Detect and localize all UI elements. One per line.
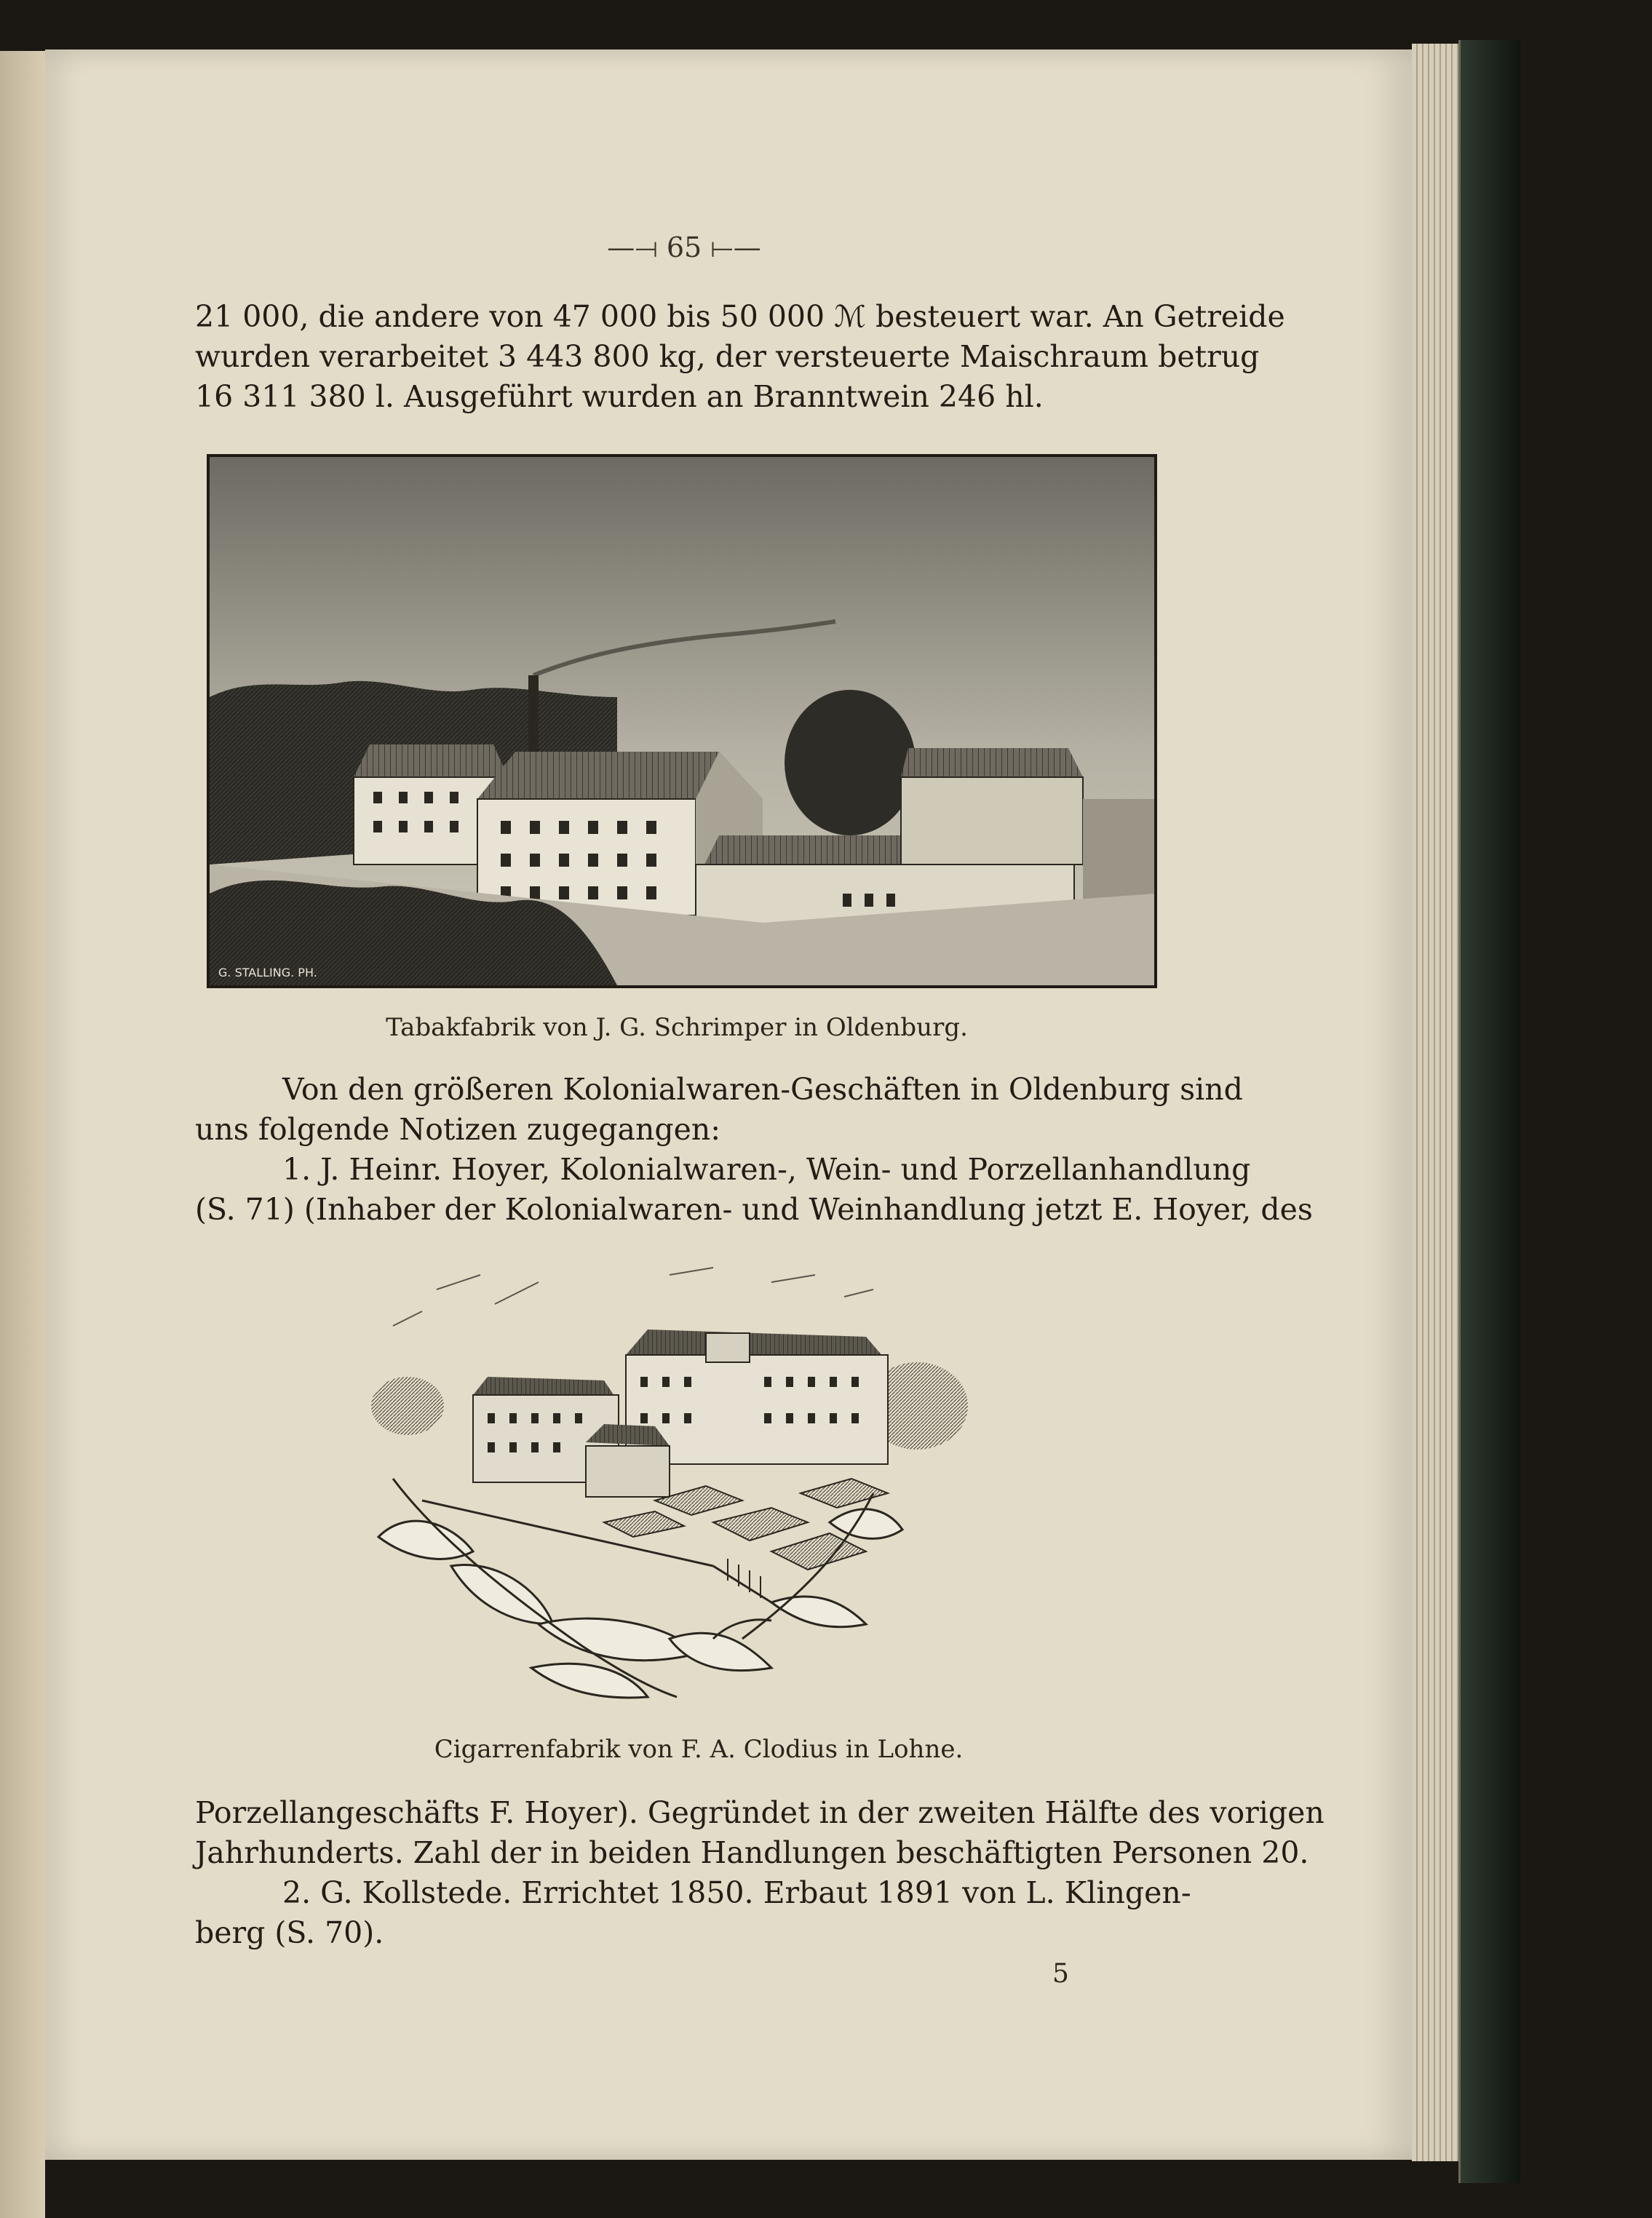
book-cover xyxy=(1458,40,1520,2183)
paragraph-top xyxy=(195,297,1285,417)
text-line: uns folgende Notizen zugegangen: xyxy=(195,1112,721,1147)
engraver-signature: G. STALLING. PH. xyxy=(218,966,317,979)
page-edges xyxy=(1412,44,1458,2161)
factory-engraving xyxy=(210,457,1154,985)
text-line: Jahrhunderts. Zahl der in beiden Handlungen beschäftigten Personen 20. xyxy=(195,1835,1309,1870)
text-line: Von den größeren Kolonialwaren-Geschäften in Oldenburg sind xyxy=(282,1072,1243,1107)
page-number-header: —⟞ 65 ⟝— xyxy=(607,231,761,263)
signature-mark: 5 xyxy=(1052,1959,1069,1989)
text-line: wurden verarbeitet 3 443 800 kg, der versteuerte Maischraum betrug xyxy=(195,339,1260,374)
text-line: 1. J. Heinr. Hoyer, Kolonialwaren-, Wein- und Porzellanhandlung xyxy=(282,1152,1251,1187)
text-line: (S. 71) (Inhaber der Kolonialwaren- und Weinhandlung jetzt E. Hoyer, des xyxy=(195,1192,1313,1227)
factory-illustration xyxy=(207,454,1157,988)
paragraph-middle xyxy=(195,1070,1313,1230)
paragraph-bottom xyxy=(195,1793,1325,1953)
figure2-caption: Cigarrenfabrik von F. A. Clodius in Lohne. xyxy=(434,1735,964,1764)
left-page-edge xyxy=(0,51,45,2218)
figure1-caption: Tabakfabrik von J. G. Schrimper in Oldenburg. xyxy=(386,1013,968,1042)
cigar-factory-engraving xyxy=(364,1260,1041,1712)
text-line: Porzellangeschäfts F. Hoyer). Gegründet in der zweiten Hälfte des vorigen xyxy=(195,1795,1325,1830)
text-line: 16 311 380 l. Ausgeführt wurden an Branntwein 246 hl. xyxy=(195,379,1044,414)
text-line: berg (S. 70). xyxy=(195,1915,384,1950)
text-line: 2. G. Kollstede. Errichtet 1850. Erbaut 1891 von L. Klingen- xyxy=(282,1875,1191,1910)
text-line: 21 000, die andere von 47 000 bis 50 000 ℳ besteuert war. An Getreide xyxy=(195,299,1285,334)
cigar-factory-illustration xyxy=(364,1260,1041,1712)
